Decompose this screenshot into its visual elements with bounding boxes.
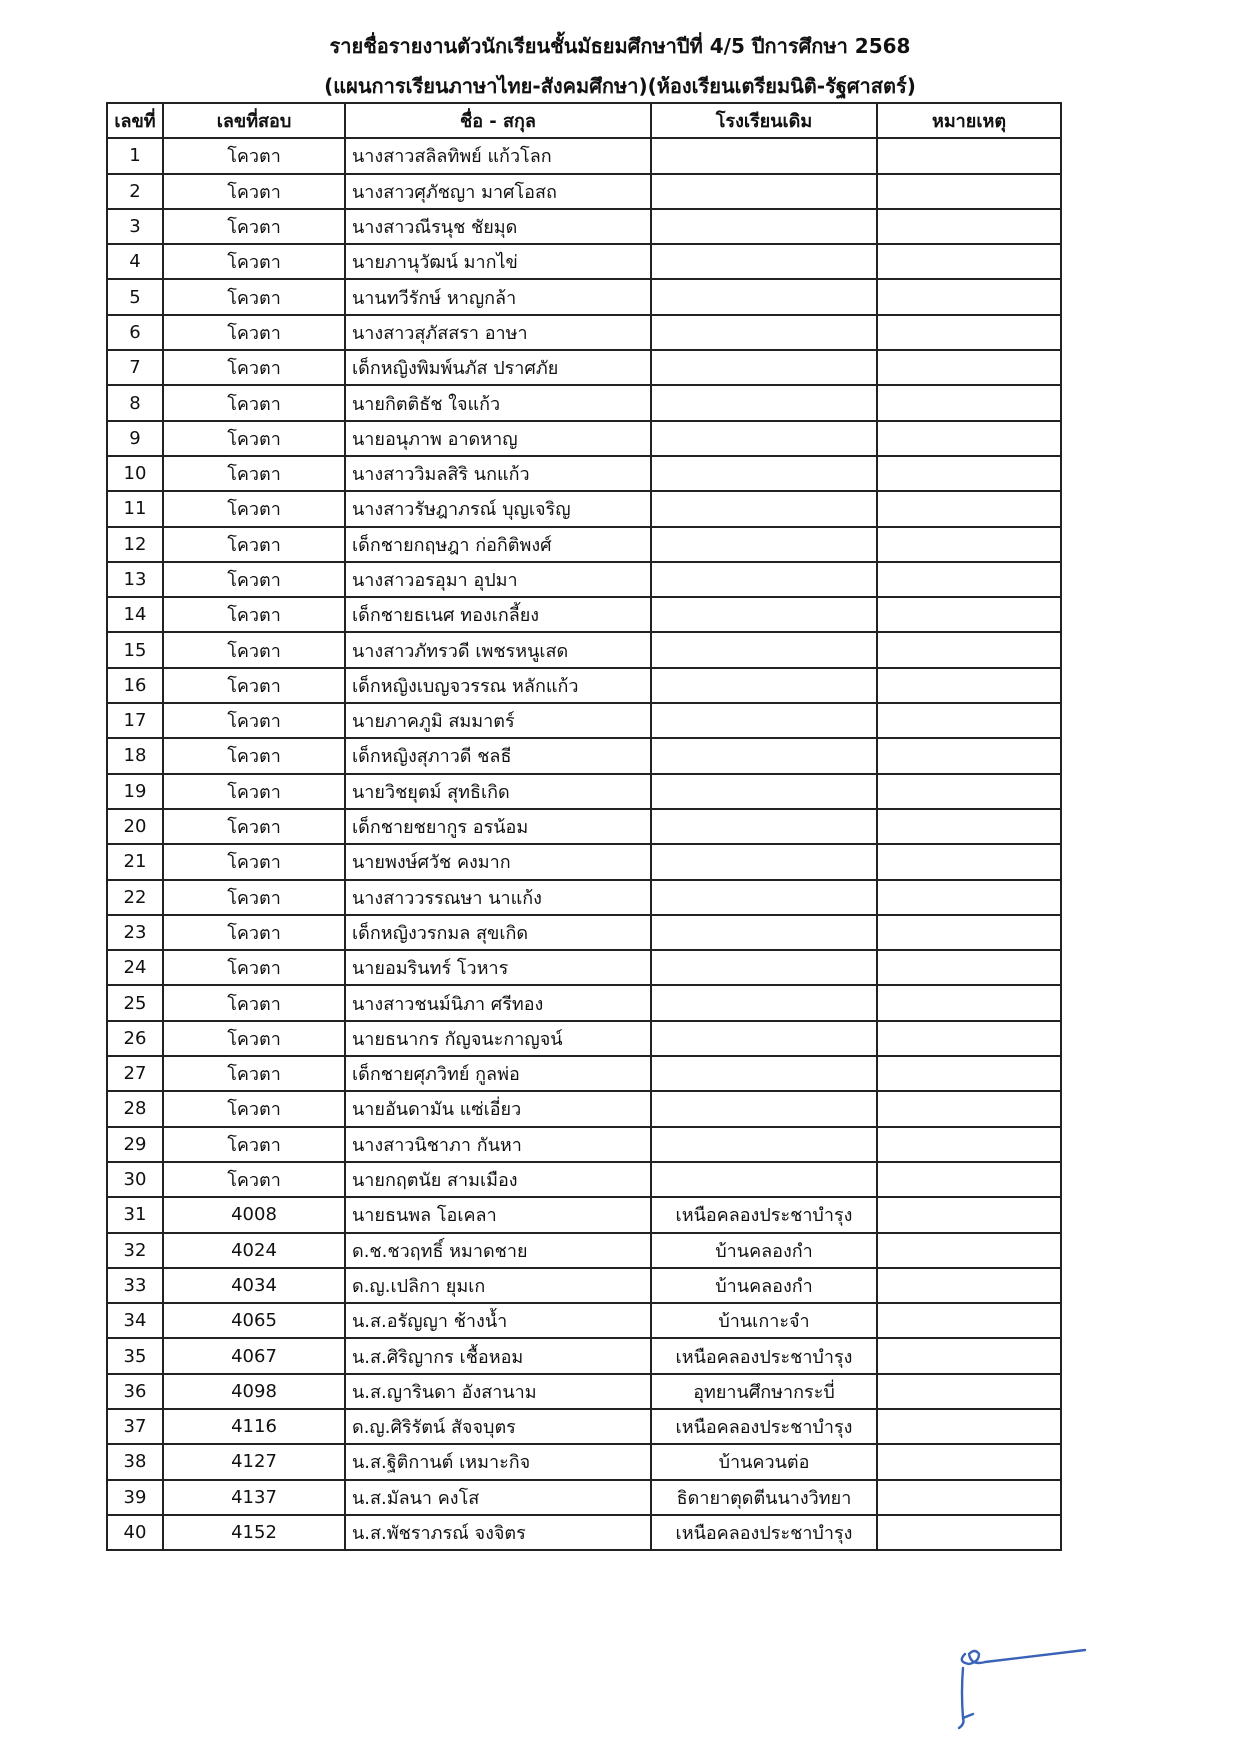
cell-exam-number: โควตา [163, 562, 345, 597]
table-row [107, 244, 1061, 279]
cell-previous-school [651, 985, 877, 1020]
table-row [107, 315, 1061, 350]
cell-exam-number: โควตา [163, 597, 345, 632]
cell-remark [877, 1268, 1061, 1303]
table-row [107, 1021, 1061, 1056]
cell-no: 22 [107, 880, 163, 915]
cell-exam-number: โควตา [163, 279, 345, 314]
cell-full-name: ด.ญ.เปลิกา ยุมเก [345, 1268, 651, 1303]
cell-exam-number: โควตา [163, 1021, 345, 1056]
cell-exam-number: 4152 [163, 1515, 345, 1550]
cell-full-name: นางสาวสุภัสสรา อาษา [345, 315, 651, 350]
header-remark: หมายเหตุ [877, 103, 1061, 138]
student-roster-table [106, 102, 1062, 1551]
cell-remark [877, 209, 1061, 244]
table-row [107, 421, 1061, 456]
cell-previous-school [651, 1021, 877, 1056]
cell-exam-number: โควตา [163, 809, 345, 844]
cell-remark [877, 138, 1061, 173]
cell-remark [877, 880, 1061, 915]
table-row [107, 1480, 1061, 1515]
table-row [107, 209, 1061, 244]
cell-previous-school: บ้านคลองกำ [651, 1233, 877, 1268]
cell-full-name: น.ส.มัลนา คงโส [345, 1480, 651, 1515]
cell-no: 5 [107, 279, 163, 314]
cell-previous-school [651, 1091, 877, 1126]
cell-previous-school [651, 703, 877, 738]
cell-exam-number: 4034 [163, 1268, 345, 1303]
table-row [107, 174, 1061, 209]
table-row [107, 1127, 1061, 1162]
cell-no: 15 [107, 632, 163, 667]
cell-exam-number: โควตา [163, 244, 345, 279]
cell-previous-school [651, 385, 877, 420]
table-row [107, 632, 1061, 667]
cell-full-name: นางสาวศุภัชญา มาศโอสถ [345, 174, 651, 209]
cell-exam-number: โควตา [163, 350, 345, 385]
cell-previous-school: เหนือคลองประชาบำรุง [651, 1515, 877, 1550]
cell-remark [877, 1091, 1061, 1126]
cell-remark [877, 703, 1061, 738]
table-row [107, 668, 1061, 703]
cell-no: 36 [107, 1374, 163, 1409]
cell-previous-school: บ้านควนต่อ [651, 1444, 877, 1479]
cell-remark [877, 774, 1061, 809]
cell-exam-number: โควตา [163, 950, 345, 985]
cell-previous-school [651, 350, 877, 385]
cell-full-name: น.ส.ญารินดา อังสานาม [345, 1374, 651, 1409]
cell-previous-school: เหนือคลองประชาบำรุง [651, 1197, 877, 1232]
cell-no: 9 [107, 421, 163, 456]
cell-exam-number: โควตา [163, 844, 345, 879]
cell-no: 2 [107, 174, 163, 209]
cell-previous-school [651, 738, 877, 773]
cell-exam-number: โควตา [163, 209, 345, 244]
cell-exam-number: โควตา [163, 421, 345, 456]
cell-previous-school [651, 421, 877, 456]
table-row [107, 844, 1061, 879]
cell-remark [877, 279, 1061, 314]
cell-no: 35 [107, 1338, 163, 1373]
header-no: เลขที่ [107, 103, 163, 138]
cell-no: 23 [107, 915, 163, 950]
cell-full-name: นางสาววิมลสิริ นกแก้ว [345, 456, 651, 491]
cell-exam-number: โควตา [163, 668, 345, 703]
cell-full-name: นางสาวรัษฎาภรณ์ บุญเจริญ [345, 491, 651, 526]
cell-remark [877, 1303, 1061, 1338]
cell-remark [877, 350, 1061, 385]
cell-exam-number: โควตา [163, 1127, 345, 1162]
cell-full-name: นายธนพล โอเคลา [345, 1197, 651, 1232]
cell-previous-school: เหนือคลองประชาบำรุง [651, 1409, 877, 1444]
cell-previous-school [651, 809, 877, 844]
cell-no: 28 [107, 1091, 163, 1126]
cell-previous-school [651, 774, 877, 809]
cell-no: 6 [107, 315, 163, 350]
cell-full-name: นายภานุวัฒน์ มากไข่ [345, 244, 651, 279]
cell-full-name: นางสาวชนม์นิภา ศรีทอง [345, 985, 651, 1020]
cell-remark [877, 491, 1061, 526]
cell-no: 40 [107, 1515, 163, 1550]
cell-exam-number: โควตา [163, 915, 345, 950]
cell-full-name: ด.ช.ชวฤทธิ์ หมาดชาย [345, 1233, 651, 1268]
table-row [107, 1056, 1061, 1091]
table-row [107, 985, 1061, 1020]
cell-previous-school: บ้านคลองกำ [651, 1268, 877, 1303]
table-row [107, 279, 1061, 314]
cell-no: 32 [107, 1233, 163, 1268]
table-row [107, 562, 1061, 597]
table-row [107, 809, 1061, 844]
cell-exam-number: 4067 [163, 1338, 345, 1373]
cell-full-name: เด็กหญิงสุภาวดี ชลธี [345, 738, 651, 773]
cell-previous-school [651, 1056, 877, 1091]
cell-exam-number: โควตา [163, 703, 345, 738]
cell-previous-school [651, 491, 877, 526]
table-row [107, 1303, 1061, 1338]
cell-full-name: เด็กชายชยากูร อรน้อม [345, 809, 651, 844]
cell-no: 21 [107, 844, 163, 879]
cell-full-name: นานทวีรักษ์ หาญกล้า [345, 279, 651, 314]
cell-exam-number: โควตา [163, 774, 345, 809]
cell-previous-school [651, 915, 877, 950]
table-row [107, 1374, 1061, 1409]
cell-remark [877, 1338, 1061, 1373]
cell-exam-number: โควตา [163, 138, 345, 173]
cell-previous-school [651, 138, 877, 173]
cell-exam-number: 4137 [163, 1480, 345, 1515]
cell-remark [877, 597, 1061, 632]
cell-remark [877, 915, 1061, 950]
cell-no: 11 [107, 491, 163, 526]
table-row [107, 597, 1061, 632]
cell-no: 14 [107, 597, 163, 632]
cell-full-name: นายกิตติธัช ใจแก้ว [345, 385, 651, 420]
cell-remark [877, 1409, 1061, 1444]
cell-no: 25 [107, 985, 163, 1020]
cell-no: 29 [107, 1127, 163, 1162]
table-row [107, 456, 1061, 491]
cell-previous-school: ธิดายาตุดตีนนางวิทยา [651, 1480, 877, 1515]
cell-no: 1 [107, 138, 163, 173]
cell-full-name: นายวิชยุตม์ สุทธิเกิด [345, 774, 651, 809]
cell-exam-number: โควตา [163, 1162, 345, 1197]
header-previous-school: โรงเรียนเดิม [651, 103, 877, 138]
cell-exam-number: โควตา [163, 1056, 345, 1091]
table-row [107, 1268, 1061, 1303]
cell-previous-school [651, 632, 877, 667]
cell-no: 16 [107, 668, 163, 703]
table-row [107, 1444, 1061, 1479]
cell-remark [877, 174, 1061, 209]
cell-full-name: น.ส.พัชราภรณ์ จงจิตร [345, 1515, 651, 1550]
table-row [107, 1233, 1061, 1268]
header-exam-number: เลขที่สอบ [163, 103, 345, 138]
cell-exam-number: 4065 [163, 1303, 345, 1338]
cell-no: 10 [107, 456, 163, 491]
cell-previous-school [651, 668, 877, 703]
table-row [107, 774, 1061, 809]
table-row [107, 138, 1061, 173]
cell-full-name: เด็กชายกฤษฎา ก่อกิติพงศ์ [345, 527, 651, 562]
cell-full-name: นางสาวสลิลทิพย์ แก้วโลก [345, 138, 651, 173]
cell-full-name: นางสาวอรอุมา อุปมา [345, 562, 651, 597]
cell-exam-number: 4024 [163, 1233, 345, 1268]
cell-previous-school: เหนือคลองประชาบำรุง [651, 1338, 877, 1373]
cell-exam-number: 4116 [163, 1409, 345, 1444]
cell-full-name: นางสาวณีรนุช ชัยมุด [345, 209, 651, 244]
cell-remark [877, 527, 1061, 562]
cell-previous-school [651, 562, 877, 597]
cell-previous-school [651, 279, 877, 314]
cell-full-name: นางสาววรรณษา นาแก้ง [345, 880, 651, 915]
cell-remark [877, 1515, 1061, 1550]
cell-full-name: นายธนากร กัญจนะกาญจน์ [345, 1021, 651, 1056]
cell-remark [877, 809, 1061, 844]
cell-no: 30 [107, 1162, 163, 1197]
table-row [107, 385, 1061, 420]
cell-exam-number: โควตา [163, 985, 345, 1020]
table-row [107, 880, 1061, 915]
cell-full-name: นายกฤตนัย สามเมือง [345, 1162, 651, 1197]
cell-full-name: ด.ญ.ศิริรัตน์ สัจจบุตร [345, 1409, 651, 1444]
cell-no: 20 [107, 809, 163, 844]
cell-no: 27 [107, 1056, 163, 1091]
cell-full-name: นางสาวภัทรวดี เพชรหนูเสด [345, 632, 651, 667]
table-header-row [107, 103, 1061, 138]
cell-previous-school [651, 456, 877, 491]
cell-remark [877, 1162, 1061, 1197]
cell-previous-school [651, 597, 877, 632]
cell-previous-school [651, 950, 877, 985]
cell-full-name: นายอนุภาพ อาดหาญ [345, 421, 651, 456]
table-row [107, 1162, 1061, 1197]
cell-no: 17 [107, 703, 163, 738]
cell-remark [877, 562, 1061, 597]
cell-exam-number: โควตา [163, 174, 345, 209]
cell-no: 4 [107, 244, 163, 279]
cell-no: 13 [107, 562, 163, 597]
cell-remark [877, 985, 1061, 1020]
cell-remark [877, 1480, 1061, 1515]
cell-exam-number: โควตา [163, 456, 345, 491]
cell-no: 39 [107, 1480, 163, 1515]
cell-previous-school [651, 315, 877, 350]
cell-remark [877, 421, 1061, 456]
cell-previous-school [651, 174, 877, 209]
cell-remark [877, 1444, 1061, 1479]
table-row [107, 950, 1061, 985]
cell-no: 26 [107, 1021, 163, 1056]
cell-previous-school [651, 1162, 877, 1197]
cell-remark [877, 738, 1061, 773]
cell-previous-school [651, 1127, 877, 1162]
table-body [107, 138, 1061, 1550]
cell-no: 24 [107, 950, 163, 985]
table-row [107, 1515, 1061, 1550]
table-row [107, 527, 1061, 562]
table-row [107, 738, 1061, 773]
cell-exam-number: โควตา [163, 315, 345, 350]
cell-full-name: เด็กหญิงวรกมล สุขเกิด [345, 915, 651, 950]
cell-remark [877, 315, 1061, 350]
cell-previous-school: อุทยานศึกษากระบี่ [651, 1374, 877, 1409]
cell-no: 3 [107, 209, 163, 244]
table-row [107, 491, 1061, 526]
cell-remark [877, 1127, 1061, 1162]
table-row [107, 703, 1061, 738]
cell-exam-number: 4127 [163, 1444, 345, 1479]
cell-remark [877, 1021, 1061, 1056]
cell-no: 19 [107, 774, 163, 809]
header-full-name: ชื่อ - สกุล [345, 103, 651, 138]
cell-remark [877, 1233, 1061, 1268]
cell-full-name: เด็กหญิงพิมพ์นภัส ปราศภัย [345, 350, 651, 385]
cell-remark [877, 950, 1061, 985]
cell-full-name: น.ส.อรัญญา ช้างน้ำ [345, 1303, 651, 1338]
cell-full-name: นายอันดามัน แซ่เอี่ยว [345, 1091, 651, 1126]
cell-full-name: นางสาวนิชาภา กันหา [345, 1127, 651, 1162]
cell-no: 37 [107, 1409, 163, 1444]
cell-remark [877, 1374, 1061, 1409]
table-row [107, 350, 1061, 385]
cell-exam-number: โควตา [163, 527, 345, 562]
document-subtitle: (แผนการเรียนภาษาไทย-สังคมศึกษา)(ห้องเรียนเตรียมนิติ-รัฐศาสตร์) [324, 74, 916, 98]
cell-exam-number: 4008 [163, 1197, 345, 1232]
cell-remark [877, 632, 1061, 667]
table-row [107, 1338, 1061, 1373]
cell-remark [877, 385, 1061, 420]
cell-no: 7 [107, 350, 163, 385]
cell-remark [877, 668, 1061, 703]
cell-remark [877, 1056, 1061, 1091]
cell-no: 18 [107, 738, 163, 773]
cell-no: 34 [107, 1303, 163, 1338]
table-row [107, 1409, 1061, 1444]
cell-previous-school [651, 244, 877, 279]
signature-mark [945, 1632, 1105, 1732]
cell-exam-number: โควตา [163, 632, 345, 667]
cell-previous-school [651, 844, 877, 879]
document-title: รายชื่อรายงานตัวนักเรียนชั้นมัธยมศึกษาปีที่ 4/5 ปีการศึกษา 2568 [329, 34, 911, 58]
cell-remark [877, 244, 1061, 279]
cell-full-name: เด็กชายศุภวิทย์ กูลพ่อ [345, 1056, 651, 1091]
cell-full-name: เด็กหญิงเบญจวรรณ หลักแก้ว [345, 668, 651, 703]
cell-no: 8 [107, 385, 163, 420]
cell-full-name: นายพงษ์ศวัช คงมาก [345, 844, 651, 879]
cell-exam-number: โควตา [163, 1091, 345, 1126]
table-row [107, 1091, 1061, 1126]
cell-exam-number: 4098 [163, 1374, 345, 1409]
cell-remark [877, 1197, 1061, 1232]
cell-no: 33 [107, 1268, 163, 1303]
table-row [107, 915, 1061, 950]
cell-full-name: น.ส.ศิริญากร เชื้อหอม [345, 1338, 651, 1373]
cell-previous-school [651, 527, 877, 562]
cell-remark [877, 844, 1061, 879]
cell-exam-number: โควตา [163, 880, 345, 915]
cell-previous-school: บ้านเกาะจำ [651, 1303, 877, 1338]
cell-remark [877, 456, 1061, 491]
cell-full-name: นายภาคภูมิ สมมาตร์ [345, 703, 651, 738]
cell-no: 12 [107, 527, 163, 562]
cell-previous-school [651, 880, 877, 915]
cell-exam-number: โควตา [163, 491, 345, 526]
cell-full-name: นายอมรินทร์ โวหาร [345, 950, 651, 985]
cell-previous-school [651, 209, 877, 244]
table-row [107, 1197, 1061, 1232]
cell-exam-number: โควตา [163, 385, 345, 420]
cell-full-name: น.ส.ฐิติกานต์ เหมาะกิจ [345, 1444, 651, 1479]
cell-no: 31 [107, 1197, 163, 1232]
cell-exam-number: โควตา [163, 738, 345, 773]
cell-no: 38 [107, 1444, 163, 1479]
cell-full-name: เด็กชายธเนศ ทองเกลี้ยง [345, 597, 651, 632]
